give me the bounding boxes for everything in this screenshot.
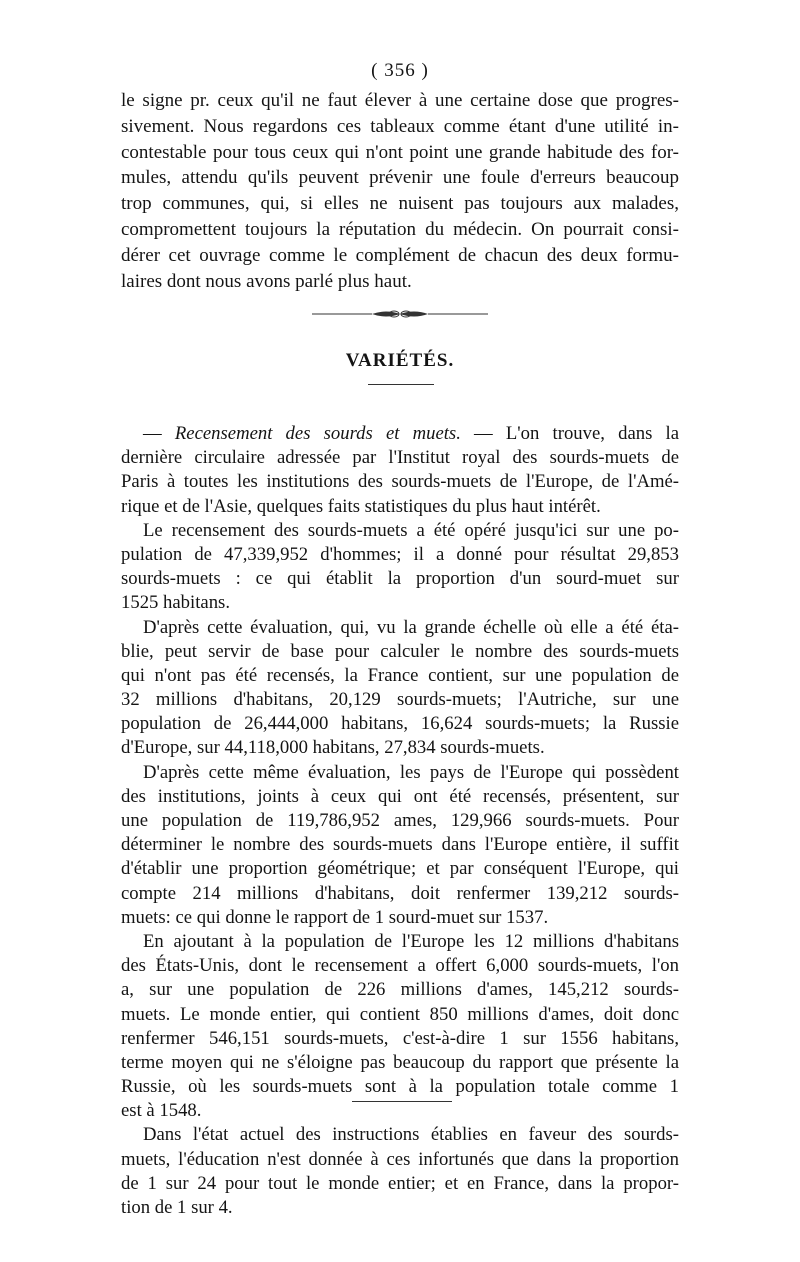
text-line: est à 1548. (121, 1100, 202, 1122)
text-line: dérer cet ouvrage comme le complément de chacun des deux formu- (121, 244, 679, 266)
end-rule (352, 1101, 452, 1102)
text-line: renfermer 546,151 sourds-muets, c'est-à-dire 1 sur 1556 habitans, (121, 1027, 679, 1049)
article-first-line (121, 422, 679, 446)
text-line: compromettent toujours la réputation du médecin. On pourrait consi- (121, 218, 679, 240)
section-heading: VARIÉTÉS. (345, 350, 455, 371)
heading-rule (368, 384, 434, 385)
ornament-divider (310, 305, 490, 323)
text-line: muets, l'éducation n'est donnée à ces infortunés que dans la proportion (121, 1148, 679, 1170)
text-line: contestable pour tous ceux qui n'ont point une grande habitude des for- (121, 141, 679, 163)
text-line: des institutions, joints à ceux qui ont été recensés, présentent, sur (121, 785, 679, 807)
text-line: Dans l'état actuel des instructions établies en faveur des sourds- (143, 1124, 679, 1146)
article-title: Recensement des sourds et muets. (174, 423, 461, 444)
text-line: a, sur une population de 226 millions d'ames, 145,212 sourds- (121, 979, 679, 1001)
text-line: d'établir une proportion géométrique; et par conséquent l'Europe, qui (121, 858, 679, 880)
text-line: Le recensement des sourds-muets a été opéré jusqu'ici sur une po- (143, 519, 679, 541)
text-line: déterminer le nombre des sourds-muets dans l'Europe entière, il suffit (121, 834, 679, 856)
text-line: tion de 1 sur 4. (121, 1197, 233, 1218)
text-line: d'Europe, sur 44,118,000 habitans, 27,834 sourds-muets. (121, 737, 545, 759)
text-line: sourds-muets : ce qui établit la proportion d'un sourd-muet sur (121, 568, 679, 590)
text-line: dernière circulaire adressée par l'Institut royal des sourds-muets de (121, 447, 679, 469)
text-line: 1525 habitans. (121, 592, 230, 614)
text-line: une population de 119,786,952 ames, 129,966 sourds-muets. Pour (121, 810, 679, 831)
text-line: rique et de l'Asie, quelques faits statistiques du plus haut intérêt. (121, 495, 601, 517)
text-line: le signe pr. ceux qu'il ne faut élever à une certaine dose que progres- (121, 90, 679, 111)
text-line: de 1 sur 24 pour tout le monde entier; et en France, dans la propor- (121, 1172, 679, 1194)
page-number: ( 356 ) (371, 60, 429, 81)
text-line: muets: ce qui donne le rapport de 1 sourd-muet sur 1537. (121, 906, 549, 928)
text-line: laires dont nous avons parlé plus haut. (121, 270, 412, 292)
text-line: sivement. Nous regardons ces tableaux comme étant d'une utilité in- (121, 115, 679, 137)
text-line: population de 26,444,000 habitans, 16,624 sourds-muets; la Russie (121, 713, 679, 735)
text-line: pulation de 47,339,952 d'hommes; il a donné pour résultat 29,853 (121, 543, 679, 565)
text-line: En ajoutant à la population de l'Europe les 12 millions d'habitans (143, 930, 679, 952)
text-line: trop communes, qui, si elles ne nuisent pas toujours aux malades, (121, 193, 679, 215)
text-line: qui n'ont pas été recensés, la France contient, sur une population de (121, 664, 679, 686)
text-line: terme moyen qui ne s'éloigne pas beaucoup du rapport que présente la (121, 1051, 679, 1073)
text-line: D'après cette évaluation, qui, vu la grande échelle où elle a été éta- (143, 616, 679, 638)
text-line: des États-Unis, dont le recensement a offert 6,000 sourds-muets, l'on (121, 955, 679, 977)
text-line: mules, attendu qu'ils peuvent prévenir une foule d'erreurs beaucoup (121, 167, 679, 189)
text-line: Paris à toutes les institutions des sourds-muets de l'Europe, de l'Amé- (121, 471, 679, 493)
text-line: D'après cette même évaluation, les pays de l'Europe qui possèdent (143, 761, 679, 783)
intro-paragraph (121, 88, 679, 294)
text-line: Russie, où les sourds-muets sont à la population totale comme 1 (121, 1076, 679, 1098)
text-line: muets. Le monde entier, qui contient 850 millions d'ames, doit donc (121, 1003, 679, 1025)
dash: — (143, 423, 175, 444)
text-line: 32 millions d'habitans, 20,129 sourds-muets; l'Autriche, sur une (121, 689, 679, 711)
text-fragment: — L'on trouve, dans la (460, 423, 680, 444)
text-line: compte 214 millions d'habitans, doit renfermer 139,212 sourds- (121, 882, 679, 904)
text-line: blie, peut servir de base pour calculer le nombre des sourds-muets (121, 640, 679, 662)
